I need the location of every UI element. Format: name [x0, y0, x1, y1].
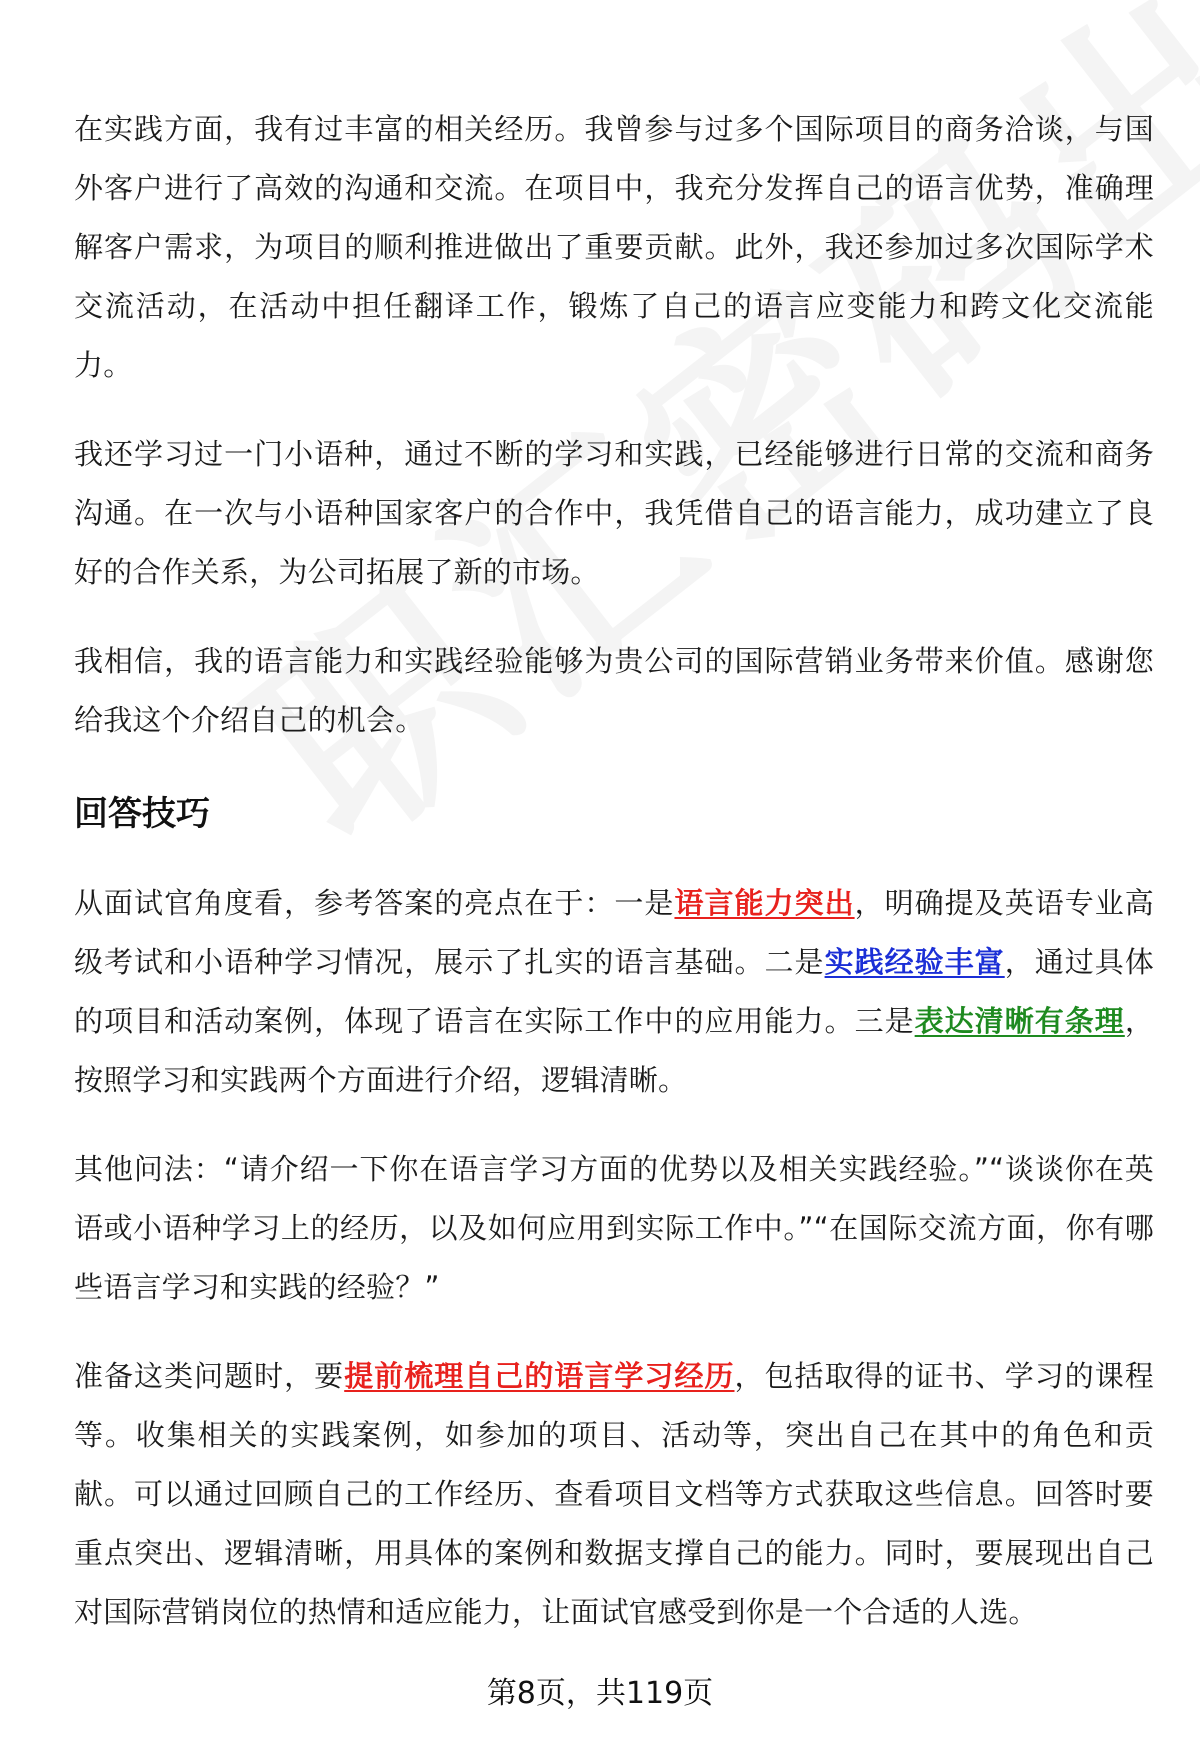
paragraph-minor-language: 我还学习过一门小语种，通过不断的学习和实践，已经能够进行日常的交流和商务沟通。在一次与小语种国家客户的合作中，我凭借自己的语言能力，成功建立了良好的合作关系，为公司拓展了新的市场。	[74, 437, 1154, 589]
highlight-language-ability: 语言能力突出	[674, 886, 855, 920]
text-run: 从面试官角度看，参考答案的亮点在于：一是	[74, 886, 675, 920]
paragraph-tips-highlights	[74, 874, 1154, 1110]
paragraph-other-questions: 其他问法：“请介绍一下你在语言学习方面的优势以及相关实践经验。”“谈谈你在英语或小语种学习上的经历，以及如何应用到实际工作中。”“在国际交流方面，你有哪些语言学习和实践的经验？”	[74, 1152, 1154, 1304]
document-page	[74, 100, 1154, 1672]
text-run: ，通过具体的项目和活动案例，体现了语言在实际工作中的应用能力。三是	[74, 945, 1154, 1038]
text-run: 准备这类问题时，要	[74, 1359, 345, 1393]
page-number: 第8页，共119页	[486, 1676, 714, 1711]
text-run: ，包括取得的证书、学习的课程等。收集相关的实践案例，如参加的项目、活动等，突出自己在其中的角色和贡献。可以通过回顾自己的工作经历、查看项目文档等方式获取这些信息。回答时要重点突出、逻辑清晰，用具体的案例和数据支撑自己的能力。同时，要展现出自己对国际营销岗位的热情和适应能力，让面试官感受到你是一个合适的人选。	[74, 1359, 1154, 1629]
text-run: ，按照学习和实践两个方面进行介绍，逻辑清晰。	[74, 1004, 1155, 1097]
paragraph-preparation	[74, 1347, 1154, 1642]
section-heading: 回答技巧	[74, 794, 210, 834]
paragraph-practice: 在实践方面，我有过丰富的相关经历。我曾参与过多个国际项目的商务洽谈，与国外客户进行了高效的沟通和交流。在项目中，我充分发挥自己的语言优势，准确理解客户需求，为项目的顺利推进做出了重要贡献。此外，我还参加过多次国际学术交流活动，在活动中担任翻译工作，锻炼了自己的语言应变能力和跨文化交流能力。	[74, 112, 1154, 382]
highlight-practice-experience: 实践经验丰富	[824, 945, 1005, 979]
text-run: ，明确提及英语专业高级考试和小语种学习情况，展示了扎实的语言基础。二是	[74, 886, 1154, 979]
highlight-review-experience: 提前梳理自己的语言学习经历	[344, 1359, 735, 1393]
highlight-clear-expression: 表达清晰有条理	[914, 1004, 1125, 1038]
paragraph-closing: 我相信，我的语言能力和实践经验能够为贵公司的国际营销业务带来价值。感谢您给我这个介绍自己的机会。	[74, 644, 1154, 737]
